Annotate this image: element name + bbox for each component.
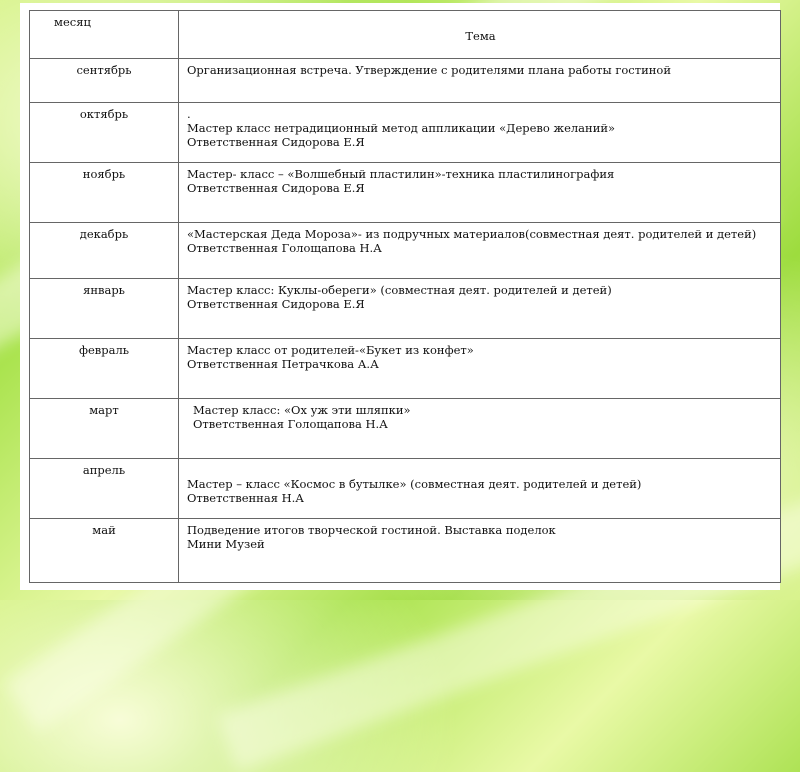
topic-line: Подведение итогов творческой гостиной. Выставка поделок: [187, 523, 556, 537]
topic-cell: [179, 279, 781, 339]
month-cell: март: [30, 399, 179, 459]
topic-line: Ответственная Сидорова Е.Я: [187, 297, 365, 311]
topic-line: Ответственная Н.А: [187, 491, 305, 505]
topic-line: Ответственная Сидорова Е.Я: [187, 181, 365, 195]
topic-line: Мастер класс от родителей-«Букет из конфет»: [187, 343, 474, 357]
topic-line: Ответственная Голощапова Н.А: [193, 417, 388, 431]
topic-cell: [179, 519, 781, 583]
month-cell: октябрь: [30, 103, 179, 163]
topic-line: .: [187, 107, 191, 121]
month-cell: сентябрь: [30, 59, 179, 103]
table-header-row: [30, 11, 781, 59]
topic-line: Мастер класс: Куклы-обереги» (совместная деят. родителей и детей): [187, 283, 612, 297]
month-cell: май: [30, 519, 179, 583]
topic-line: Мастер класс нетрадиционный метод аппликации «Дерево желаний»: [187, 121, 616, 135]
month-cell: апрель: [30, 459, 179, 519]
header-topic: Тема: [179, 11, 781, 59]
table-row: [30, 163, 781, 223]
topic-line: Ответственная Голощапова Н.А: [187, 241, 382, 255]
table-row: [30, 279, 781, 339]
table-row: [30, 59, 781, 103]
topic-cell: [179, 103, 781, 163]
topic-line: Мастер- класс – «Волшебный пластилин»-техника пластилинография: [187, 167, 615, 181]
month-cell: январь: [30, 279, 179, 339]
topic-line: Мастер класс: «Ох уж эти шляпки»: [193, 403, 411, 417]
topic-line: Ответственная Сидорова Е.Я: [187, 135, 365, 149]
topic-cell: [179, 223, 781, 279]
topic-line: [187, 463, 774, 477]
plan-table: [29, 10, 781, 583]
table-row: [30, 459, 781, 519]
month-cell: ноябрь: [30, 163, 179, 223]
topic-line: Ответственная Петрачкова А.А: [187, 357, 379, 371]
topic-cell: [179, 339, 781, 399]
table-row: [30, 519, 781, 583]
topic-cell: [179, 59, 781, 103]
header-month: месяц: [30, 11, 179, 59]
topic-line: Организационная встреча. Утверждение с родителями плана работы гостиной: [187, 63, 672, 77]
topic-cell: [179, 163, 781, 223]
month-cell: февраль: [30, 339, 179, 399]
table-row: [30, 399, 781, 459]
topic-line: Мастер – класс «Космос в бутылке» (совместная деят. родителей и детей): [187, 477, 642, 491]
topic-cell: [179, 399, 781, 459]
topic-line: «Мастерская Деда Мороза»- из подручных материалов(совместная деят. родителей и детей): [187, 227, 757, 241]
table-row: [30, 103, 781, 163]
topic-line: Мини Музей: [187, 537, 265, 551]
topic-cell: [179, 459, 781, 519]
table-row: [30, 339, 781, 399]
month-cell: декабрь: [30, 223, 179, 279]
table-row: [30, 223, 781, 279]
